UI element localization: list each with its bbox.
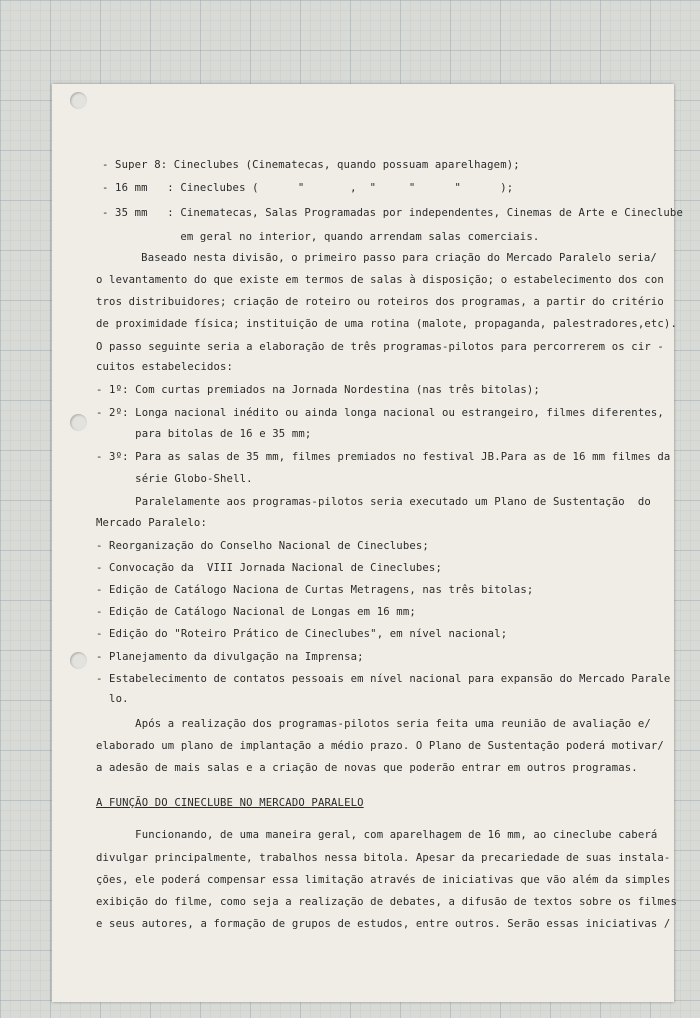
text-line: cuitos estabelecidos: [96, 361, 234, 373]
text-line: Após a realização dos programas-pilotos seria feita uma reunião de avaliação e/ [96, 718, 651, 730]
list-item: - Planejamento da divulgação na Imprensa; [96, 651, 364, 663]
text-line: Baseado nesta divisão, o primeiro passo para criação do Mercado Paralelo seria/ [102, 252, 657, 264]
list-item: para bitolas de 16 e 35 mm; [96, 428, 312, 440]
list-item: - Edição do "Roteiro Prático de Cineclubes", em nível nacional; [96, 628, 508, 640]
text-line: exibição do filme, como seja a realização de debates, a difusão de textos sobre os filmes [96, 896, 677, 908]
text-line: Funcionando, de uma maneira geral, com aparelhagem de 16 mm, ao cineclube caberá [96, 829, 658, 841]
text-line: ções, ele poderá compensar essa limitação através de iniciativas que vão além da simples [96, 874, 671, 886]
list-item: série Globo-Shell. [96, 473, 253, 485]
text-line: - 35 mm : Cinematecas, Salas Programadas por independentes, Cinemas de Arte e Cineclube [102, 207, 683, 219]
text-line: divulgar principalmente, trabalhos nessa bitola. Apesar da precariedade de suas instala- [96, 852, 671, 864]
list-item: - Edição de Catálogo Nacional de Longas em 16 mm; [96, 606, 416, 618]
text-line: e seus autores, a formação de grupos de estudos, entre outros. Serão essas iniciativas / [96, 918, 671, 930]
list-item: - Edição de Catálogo Naciona de Curtas Metragens, nas três bitolas; [96, 584, 534, 596]
list-item: - 2º: Longa nacional inédito ou ainda longa nacional ou estrangeiro, filmes diferentes, [96, 407, 664, 419]
text-line: Paralelamente aos programas-pilotos seria executado um Plano de Sustentação do [96, 496, 651, 508]
text-line: - 16 mm : Cineclubes ( " , " " " ); [102, 182, 514, 194]
punch-hole [70, 92, 87, 109]
list-item: - 3º: Para as salas de 35 mm, filmes premiados no festival JB.Para as de 16 mm filmes da [96, 451, 671, 463]
text-line: a adesão de mais salas e a criação de novas que poderão entrar em outros programas. [96, 762, 638, 774]
punch-hole [70, 414, 87, 431]
text-line: em geral no interior, quando arrendam salas comerciais. [102, 231, 540, 243]
text-line: de proximidade física; instituição de uma rotina (malote, propaganda, palestradores,etc). [96, 318, 677, 330]
text-line: o levantamento do que existe em termos de salas à disposição; o estabelecimento dos con [96, 274, 664, 286]
list-item: - Estabelecimento de contatos pessoais em nível nacional para expansão do Mercado Parale [96, 673, 671, 685]
punch-hole [70, 652, 87, 669]
text-line: O passo seguinte seria a elaboração de três programas-pilotos para percorrerem os cir - [96, 341, 664, 353]
section-heading: A FUNÇÃO DO CINECLUBE NO MERCADO PARALELO [96, 797, 364, 809]
text-line: elaborado um plano de implantação a médio prazo. O Plano de Sustentação poderá motivar/ [96, 740, 664, 752]
list-item: lo. [96, 693, 129, 705]
text-line: Mercado Paralelo: [96, 517, 207, 529]
typewritten-page [52, 84, 683, 1002]
text-line: tros distribuidores; criação de roteiro ou roteiros dos programas, a partir do critério [96, 296, 664, 308]
list-item: - Convocação da VIII Jornada Nacional de Cineclubes; [96, 562, 442, 574]
list-item: - 1º: Com curtas premiados na Jornada Nordestina (nas três bitolas); [96, 384, 540, 396]
list-item: - Reorganização do Conselho Nacional de Cineclubes; [96, 540, 429, 552]
text-line: - Super 8: Cineclubes (Cinematecas, quando possuam aparelhagem); [102, 159, 520, 171]
